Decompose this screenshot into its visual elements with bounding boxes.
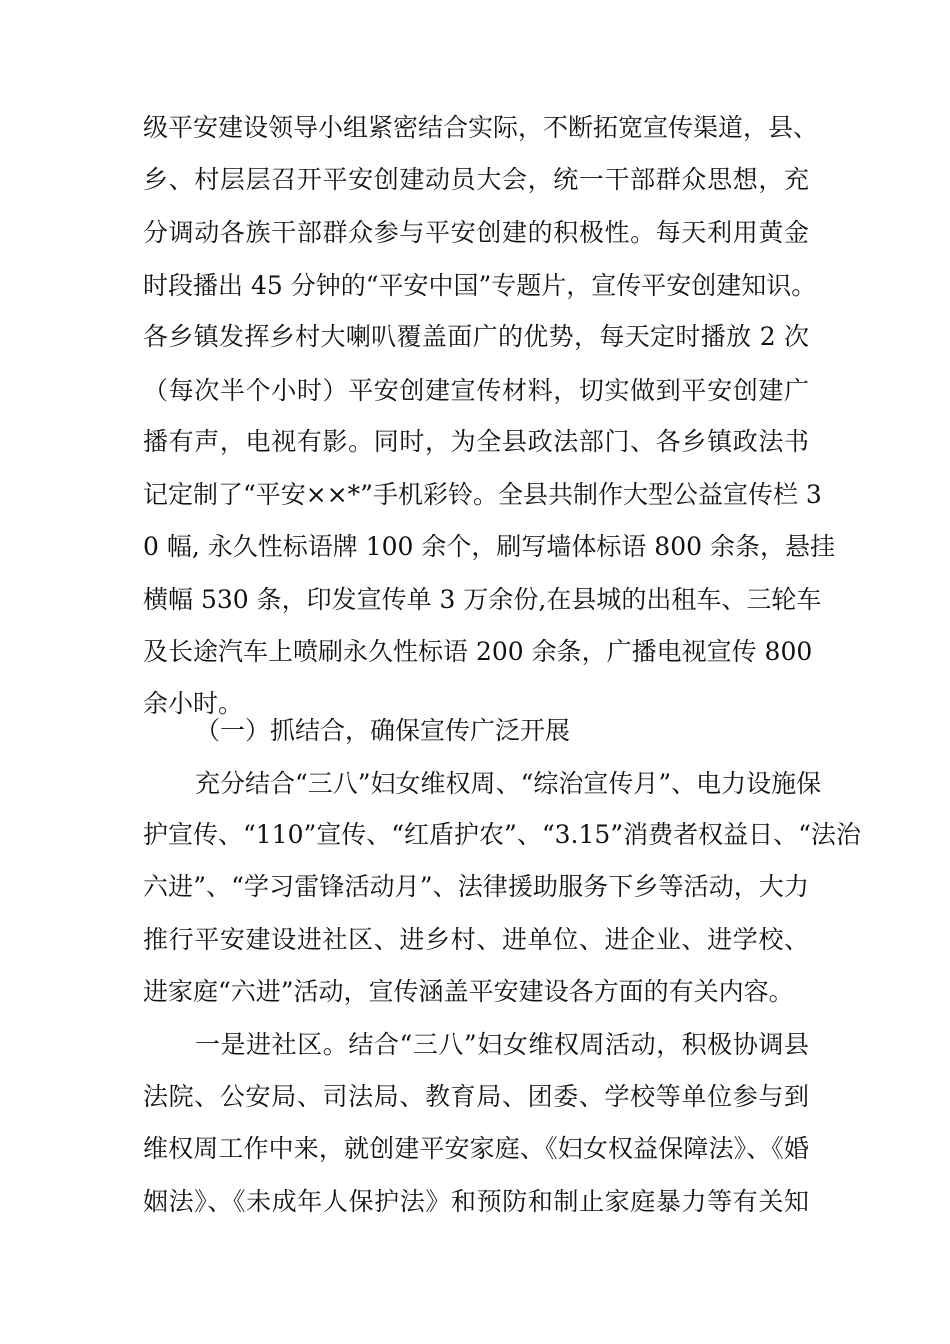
paragraph-line: 充分结合“三八”妇女维权周、“综治宣传月”、电力设施保 — [195, 769, 822, 798]
paragraph-line: 六进”、“学习雷锋活动月”、法律援助服务下乡等活动，大力 — [143, 872, 809, 901]
paragraph-line: 记定制了“平安××*”手机彩铃。全县共制作大型公益宣传栏 3 — [143, 480, 822, 509]
paragraph-line: 各乡镇发挥乡村大喇叭覆盖面广的优势，每天定时播放 2 次 — [143, 322, 809, 351]
paragraph-line: 法院、公安局、司法局、教育局、团委、学校等单位参与到 — [143, 1082, 809, 1111]
paragraph-line: 姻法》、《未成年人保护法》和预防和制止家庭暴力等有关知 — [143, 1187, 809, 1216]
paragraph-line: 进家庭“六进”活动，宣传涵盖平安建设各方面的有关内容。 — [143, 977, 794, 1006]
paragraph-line: 横幅 530 条，印发宣传单 3 万余份,在县城的出租车、三轮车 — [143, 585, 822, 614]
paragraph-line: 及长途汽车上喷刷永久性标语 200 余条，广播电视宣传 800 — [143, 637, 813, 666]
paragraph-line: （每次半个小时）平安创建宣传材料，切实做到平安创建广 — [143, 376, 809, 405]
paragraph-line: 推行平安建设进社区、进乡村、进单位、进企业、进学校、 — [143, 925, 809, 954]
paragraph-line: 分调动各族干部群众参与平安创建的积极性。每天利用黄金 — [143, 218, 809, 247]
paragraph-line: 维权周工作中来，就创建平安家庭、《妇女权益保障法》、《婚 — [143, 1134, 809, 1163]
paragraph-line: 0 幅, 永久性标语牌 100 余个，刷写墙体标语 800 余条，悬挂 — [143, 532, 835, 561]
paragraph-line: 一是进社区。结合“三八”妇女维权周活动，积极协调县 — [195, 1030, 809, 1059]
paragraph-line: 乡、村层层召开平安创建动员大会，统一干部群众思想，充 — [143, 165, 809, 194]
paragraph-line: 播有声，电视有影。同时，为全县政法部门、各乡镇政法书 — [143, 427, 809, 456]
paragraph-line: 护宣传、“110”宣传、“红盾护农”、“3.15”消费者权益日、“法治 — [143, 820, 861, 849]
paragraph-line: 余小时。 — [143, 689, 244, 718]
section-heading: （一）抓结合，确保宣传广泛开展 — [195, 716, 571, 745]
paragraph-line: 级平安建设领导小组紧密结合实际，不断拓宽宣传渠道，县、 — [143, 113, 819, 142]
paragraph-line: 时段播出 45 分钟的“平安中国”专题片，宣传平安创建知识。 — [143, 271, 817, 300]
